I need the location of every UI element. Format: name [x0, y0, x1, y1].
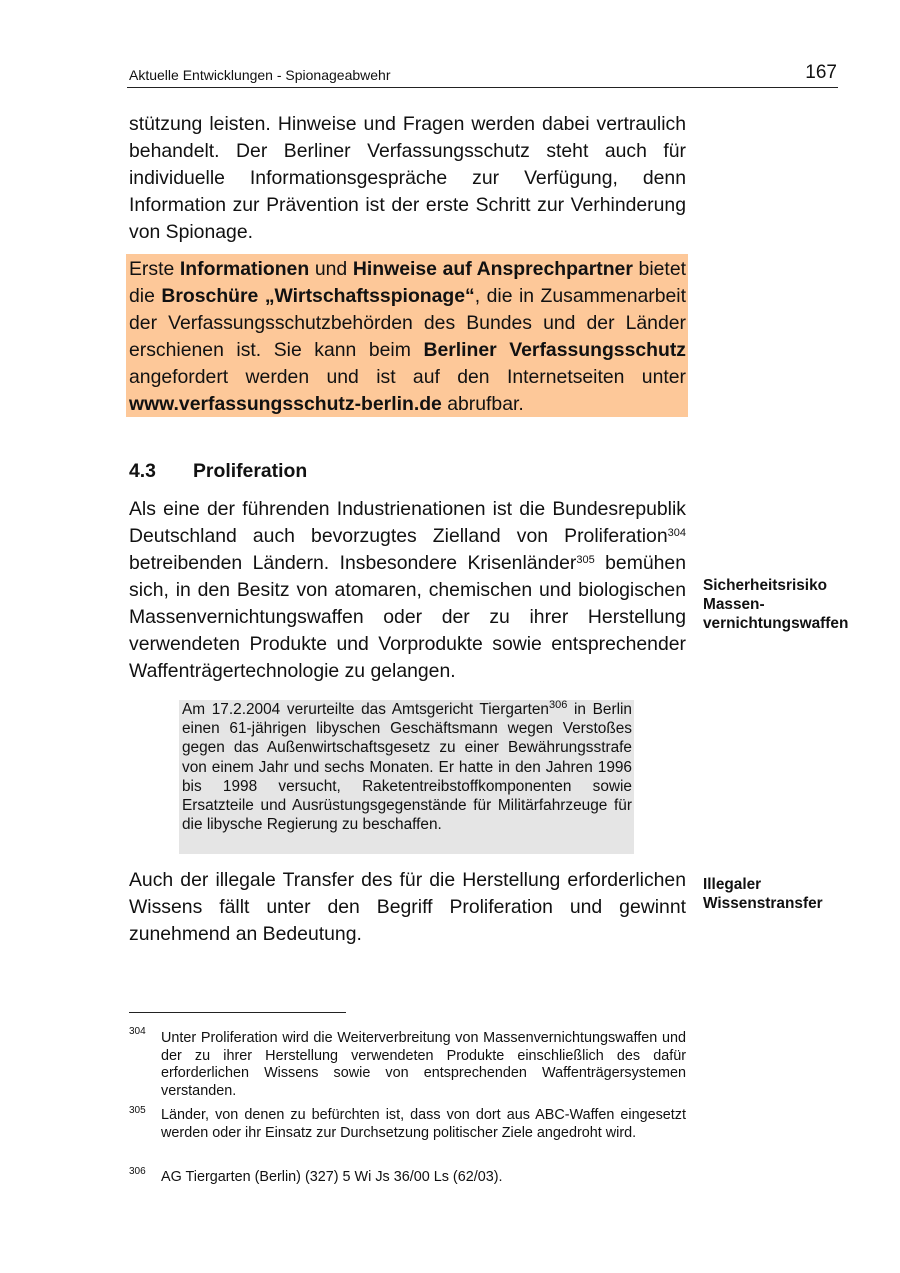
highlight-text: angefordert werden und ist auf den Internetseiten unter	[129, 366, 686, 388]
footnote-number: 304	[129, 1026, 146, 1037]
section-title: Proliferation	[193, 460, 308, 482]
highlight-text: abrufbar.	[441, 393, 524, 415]
proliferation-paragraph	[129, 496, 686, 685]
margin-note-security-risk	[703, 576, 848, 633]
running-header: Aktuelle Entwicklungen - Spionageabwehr	[129, 67, 391, 83]
footnote-ref[interactable]: 305	[576, 553, 595, 566]
case-box	[182, 700, 632, 834]
highlight-bold: Hinweise auf Ansprechpartner	[352, 258, 633, 280]
website-url: www.verfassungsschutz-berlin.de	[129, 393, 442, 415]
case-text: in Berlin einen 61-jährigen libyschen Geschäftsmann wegen Verstoßes gegen das Außenwirtschaftsgesetz zu einer Bewährungsstrafe von einem Jahr und sechs Monaten. Er hatte in den Jahren 1996 bis 1998 versucht, Raketentreibstoffkomponenten sowie Ersatzteile und Ausrüstungsgegenstände für Militärfahrzeuge für die libysche Regierung zu beschaffen.	[182, 701, 632, 834]
margin-note-line: vernichtungswaffen	[703, 615, 849, 632]
footnote-text: Länder, von denen zu befürchten ist, dass von dort aus ABC-Waffen eingesetzt werden oder ihr Einsatz zur Durchsetzung politischer Ziele angedroht wird.	[161, 1107, 686, 1141]
footnote-number: 305	[129, 1105, 146, 1116]
footnote-ref[interactable]: 304	[667, 526, 686, 539]
margin-note-line: Sicherheitsrisiko	[703, 577, 828, 594]
margin-note-line: Wissenstransfer	[703, 895, 823, 912]
highlight-paragraph	[129, 256, 686, 418]
footnote-divider	[129, 1012, 346, 1013]
footnote-text: AG Tiergarten (Berlin) (327) 5 Wi Js 36/00 Ls (62/03).	[161, 1169, 503, 1185]
highlight-text: und	[309, 258, 353, 280]
margin-note-line: Illegaler	[703, 876, 762, 893]
highlight-bold: Berliner Verfassungsschutz	[423, 339, 686, 361]
intro-paragraph	[129, 111, 686, 246]
paragraph-text: betreibenden Ländern. Insbesondere Krisenländer	[129, 552, 577, 574]
brochure-title: Broschüre „Wirtschaftsspionage“	[161, 285, 475, 307]
case-text: Am 17.2.2004 verurteilte das Amtsgericht Tiergarten	[182, 701, 549, 718]
footnote-number: 306	[129, 1166, 146, 1177]
margin-note-line: Massen-	[703, 596, 765, 613]
paragraph-text: Als eine der führenden Industrienationen ist die Bundesrepublik Deutschland auch bevorzugtes Zielland von Proliferation	[129, 498, 686, 547]
highlight-text: , die in Zusammenarbeit der Verfassungsschutzbehörden des Bundes und der Länder erschienen ist. Sie kann beim	[129, 285, 687, 361]
margin-note-knowledge-transfer	[703, 875, 823, 913]
intro-paragraph-text: stützung leisten. Hinweise und Fragen werden dabei vertraulich behandelt. Der Berliner Verfassungsschutz steht auch für individuelle Informationsgespräche zur Verfügung, denn Information zur Prävention ist der erste Schritt zur Verhinderung von Spionage.	[129, 113, 686, 243]
transfer-paragraph	[129, 867, 686, 948]
highlight-text: bietet die	[129, 258, 686, 307]
paragraph-text: bemühen sich, in den Besitz von atomaren, chemischen und biologischen Massenvernichtungswaffen oder der zu ihrer Herstellung verwendeten Produkte und Vorprodukte sowie entsprechender Waffenträgertechnologie zu gelangen.	[129, 552, 687, 682]
footnote-ref[interactable]: 306	[548, 698, 568, 711]
header-divider	[127, 87, 838, 88]
highlight-bold: Informationen	[179, 258, 310, 280]
footnote-text: Unter Proliferation wird die Weiterverbreitung von Massenvernichtungswaffen und der zu ihrer Herstellung verwendeten Produkte einschließlich des dafür erforderlichen Wissens sowie von entsprechenden Waffenträgersystemen verstanden.	[161, 1030, 686, 1099]
highlight-text: Erste	[129, 258, 180, 280]
transfer-paragraph-text: Auch der illegale Transfer des für die Herstellung erforderlichen Wissens fällt unter den Begriff Proliferation und gewinnt zunehmend an Bedeutung.	[129, 869, 686, 945]
page-number: 167	[805, 62, 837, 83]
section-number: 4.3	[129, 460, 156, 482]
